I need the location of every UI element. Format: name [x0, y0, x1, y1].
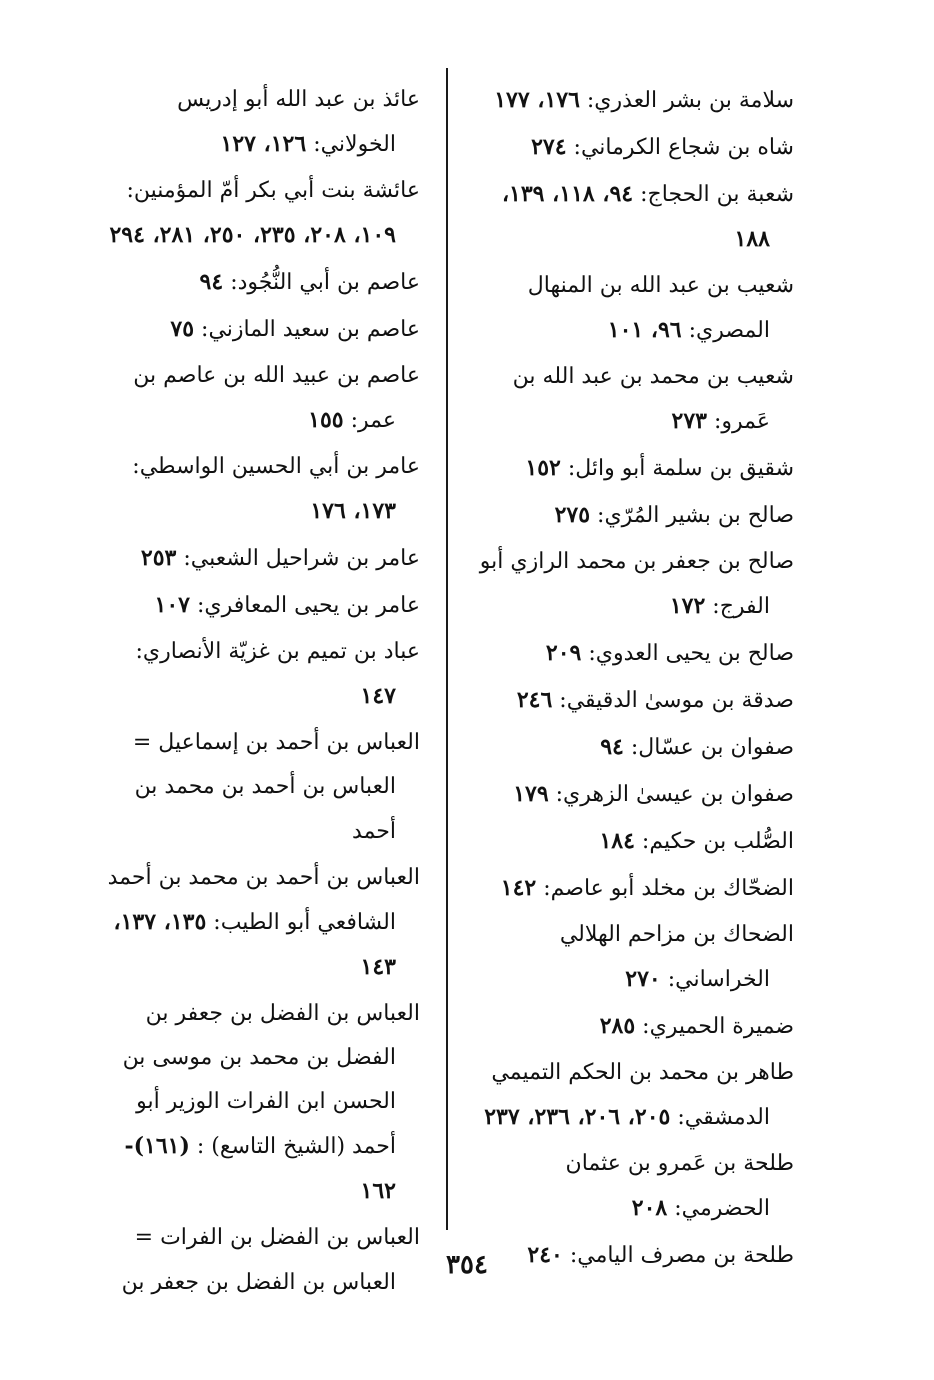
index-entry: شاه بن شجاع الكرماني: ٢٧٤ [531, 134, 794, 160]
index-entry: عباد بن تميم بن غزيّة الأنصاري: ١٤٧ [135, 639, 420, 709]
column-divider [446, 68, 448, 1230]
index-entry: عائشة بنت أبي بكر أمّ المؤمنين: ١٠٩، ٢٠٨، ٢٣٥، ٢٥٠، ٢٨١، ٢٩٤ [109, 178, 420, 248]
index-column-right [464, 78, 794, 1280]
index-entry: العباس بن أحمد بن إسماعيل = العباس بن أحمد بن محمد بن أحمد [132, 730, 420, 844]
index-entry: صالح بن جعفر بن محمد الرازي أبو الفرج: ١٧٢ [479, 549, 794, 619]
index-entry: العباس بن الفضل بن الفرات = العباس بن الفضل بن جعفر بن [121, 1225, 420, 1295]
index-entry: عاصم بن عبيد الله بن عاصم بن عمر: ١٥٥ [133, 363, 420, 433]
index-entry: صدقة بن موسىٰ الدقيقي: ٢٤٦ [516, 687, 794, 713]
index-entry: عائذ بن عبد الله أبو إدريس الخولاني: ١٢٦، ١٢٧ [177, 87, 420, 157]
index-entry: ضميرة الحميري: ٢٨٥ [599, 1013, 794, 1039]
index-entry: صالح بن يحيى العدوي: ٢٠٩ [545, 640, 794, 666]
index-entry: صالح بن بشير المُرّي: ٢٧٥ [554, 502, 794, 528]
index-entry: طلحة بن عَمرو بن عثمان الحضرمي: ٢٠٨ [565, 1151, 794, 1221]
index-entry: العباس بن الفضل بن جعفر بن الفضل بن محمد بن موسى بن الحسن ابن الفرات الوزير أبو أحمد (الشيخ التاسع) : (١٦١)- ١٦٢ [122, 1001, 420, 1204]
index-entry: شقيق بن سلمة أبو وائل: ١٥٢ [525, 455, 794, 481]
index-entry: عامر بن أبي الحسين الواسطي: ١٧٣، ١٧٦ [132, 454, 420, 524]
index-entry: عاصم بن سعيد المازني: ٧٥ [170, 316, 420, 342]
index-entry: طلحة بن مصرف اليامي: ٢٤٠ [527, 1242, 794, 1268]
index-entry: صفوان بن عسّال: ٩٤ [600, 734, 794, 760]
index-entry: الضحاك بن مزاحم الهلالي الخراساني: ٢٧٠ [559, 922, 794, 992]
index-entry: طاهر بن محمد بن الحكم التميمي الدمشقي: ٢٠٥، ٢٠٦، ٢٣٦، ٢٣٧ [484, 1060, 794, 1130]
index-entry: شعبة بن الحجاج: ٩٤، ١١٨، ١٣٩، ١٨٨ [501, 181, 794, 252]
page-number: ٣٥٤ [446, 1250, 488, 1280]
index-entry: عامر بن يحيى المعافري: ١٠٧ [154, 592, 420, 618]
index-entry: سلامة بن بشر العذري: ١٧٦، ١٧٧ [494, 87, 794, 113]
index-entry: صفوان بن عيسىٰ الزهري: ١٧٩ [513, 781, 794, 807]
index-entry: العباس بن أحمد بن محمد بن أحمد الشافعي أبو الطيب: ١٣٥، ١٣٧، ١٤٣ [107, 865, 420, 980]
index-column-left [100, 78, 420, 1307]
index-entry: الصُّلب بن حكيم: ١٨٤ [599, 828, 794, 854]
index-entry: شعيب بن عبد الله بن المنهال المصري: ٩٦، ١٠١ [527, 273, 794, 343]
index-entry: عامر بن شراحيل الشعبي: ٢٥٣ [140, 545, 420, 571]
index-entry: شعيب بن محمد بن عبد الله بن عَمرو: ٢٧٣ [512, 364, 794, 434]
index-entry: الضحّاك بن مخلد أبو عاصم: ١٤٢ [500, 875, 794, 901]
index-entry: عاصم بن أبي النُّجُود: ٩٤ [199, 269, 420, 295]
